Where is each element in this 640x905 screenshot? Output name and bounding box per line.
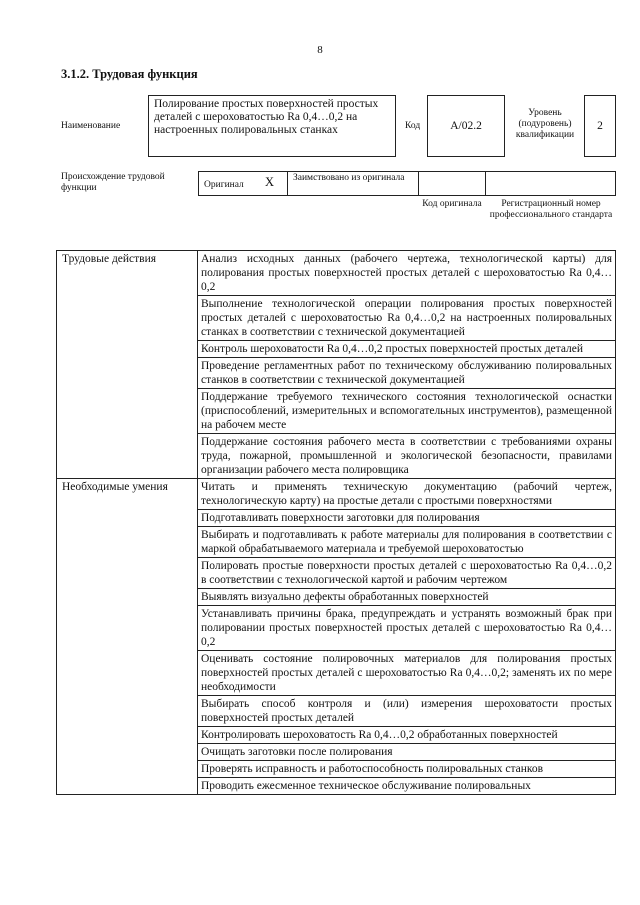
reg-number-label: Регистрационный номер профессионального стандарта — [489, 199, 613, 220]
code-original-cell — [418, 171, 486, 196]
original-cell — [198, 171, 288, 196]
item-cell: Читать и применять техническую документацию (рабочий чертеж, технологическую карту) на простые детали с простыми поверхностями — [198, 479, 616, 510]
qualification-level-label: Уровень (подуровень) квалификации — [515, 108, 575, 140]
item-cell: Контроль шероховатости Ra 0,4…0,2 простых поверхностей простых деталей — [198, 341, 616, 358]
borrowed-cell: Заимствовано из оригинала — [287, 171, 419, 196]
section-title: 3.1.2. Трудовая функция — [61, 67, 198, 81]
qualification-level-field — [584, 95, 616, 157]
reg-number-cell — [485, 171, 616, 196]
item-cell: Проведение регламентных работ по техническому обслуживанию полировальных станков в соответствии с технической документацией — [198, 358, 616, 389]
item-cell: Оценивать состояние полировочных материалов для полирования простых поверхностей простых деталей с шероховатостью Ra 0,4…0,2; заменять их по мере необходимости — [198, 651, 616, 696]
item-cell: Выбирать и подготавливать к работе материалы для полирования в соответствии с маркой обрабатываемого материала и требуемой шероховатостью — [198, 527, 616, 558]
item-cell: Полировать простые поверхности простых деталей с шероховатостью Ra 0,4…0,2 в соответствии с технологической картой и рабочим чертежом — [198, 558, 616, 589]
qualification-level-value: 2 — [597, 119, 603, 132]
item-cell: Проводить ежесменное техническое обслуживание полировальных — [198, 778, 616, 795]
page-number: 8 — [317, 44, 323, 56]
item-cell: Проверять исправность и работоспособность полировальных станков — [198, 761, 616, 778]
category-cell: Необходимые умения — [57, 479, 198, 795]
table-row — [57, 479, 616, 510]
function-name-field: Полирование простых поверхностей простых деталей с шероховатостью Ra 0,4…0,2 на настроенных полировальных станках — [148, 95, 396, 157]
item-cell: Поддержание требуемого технического состояния технологической оснастки (приспособлений, измерительных и вспомогательных инструментов), размещенной на рабочем месте — [198, 389, 616, 434]
category-cell: Трудовые действия — [57, 251, 198, 479]
origin-label: Происхождение трудовой функции — [61, 172, 165, 193]
item-cell: Устанавливать причины брака, предупреждать и устранять возможный брак при полировании простых поверхностей простых деталей с шероховатостью Ra 0,4…0,2 — [198, 606, 616, 651]
item-cell: Контролировать шероховатость Ra 0,4…0,2 обработанных поверхностей — [198, 727, 616, 744]
function-code-value: А/02.2 — [450, 119, 482, 132]
item-cell: Анализ исходных данных (рабочего чертежа, технологической карты) для полирования простых поверхностей простых деталей с шероховатостью Ra 0,4…0,2 — [198, 251, 616, 296]
item-cell: Очищать заготовки после полирования — [198, 744, 616, 761]
item-cell: Выполнение технологической операции полирования простых поверхностей простых деталей с шероховатостью Ra 0,4…0,2 на настроенных полировальных станках в соответствии с технической документацией — [198, 296, 616, 341]
table-row — [57, 251, 616, 296]
item-cell: Выявлять визуально дефекты обработанных поверхностей — [198, 589, 616, 606]
original-label: Оригинал — [204, 180, 244, 190]
code-original-label: Код оригинала — [422, 199, 482, 209]
requirements-table — [56, 250, 616, 795]
function-code-field — [427, 95, 505, 157]
original-mark: X — [265, 175, 275, 189]
item-cell: Выбирать способ контроля и (или) измерения шероховатости простых поверхностей простых деталей — [198, 696, 616, 727]
code-label: Код — [405, 121, 421, 131]
item-cell: Подготавливать поверхности заготовки для полирования — [198, 510, 616, 527]
name-label: Наименование — [61, 121, 121, 131]
item-cell: Поддержание состояния рабочего места в соответствии с требованиями охраны труда, пожарной, промышленной и экологической безопасности, правилами организации рабочего места полировщика — [198, 434, 616, 479]
